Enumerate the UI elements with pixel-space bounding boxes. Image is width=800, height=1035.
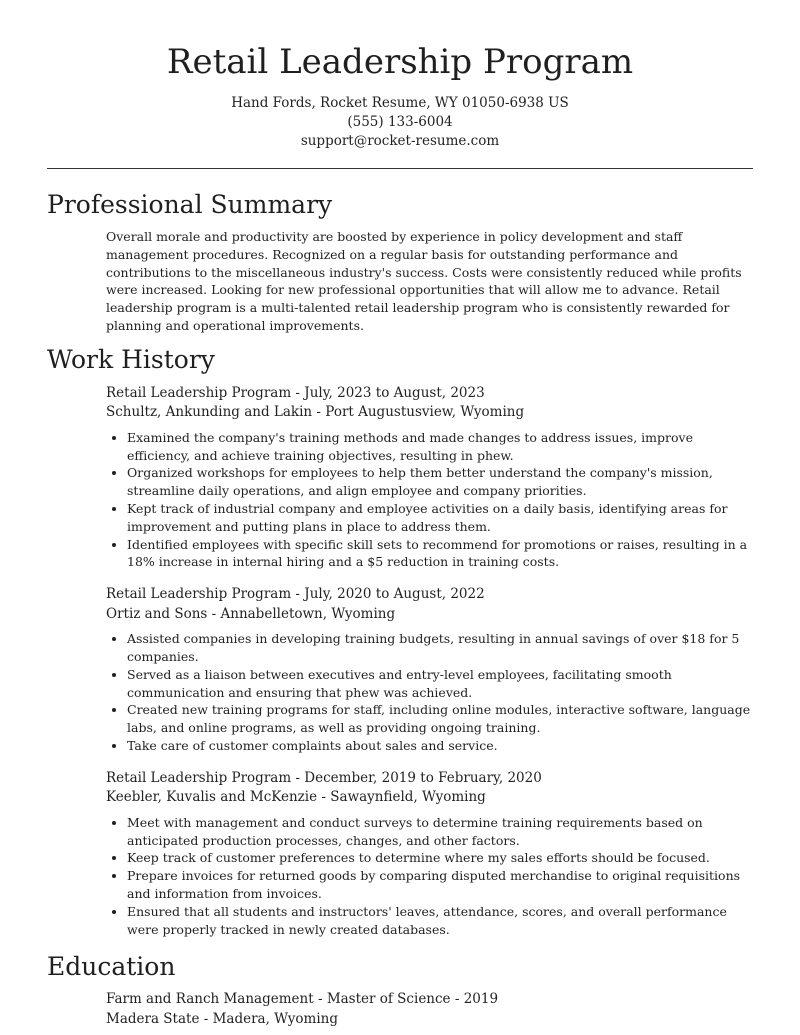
education-location: Madera, Wyoming [212, 1010, 338, 1027]
job-entry [106, 384, 754, 571]
job-duties [106, 429, 754, 571]
job-company: Keebler, Kuvalis and McKenzie [106, 789, 318, 806]
education-school-line [106, 1010, 800, 1030]
job-employer [106, 403, 754, 423]
education-school: Madera State [106, 1010, 200, 1027]
education-year: 2019 [463, 991, 499, 1008]
job-location: Sawaynfield, Wyoming [330, 789, 486, 806]
education-separator: - [450, 991, 464, 1008]
contact-block [0, 94, 800, 151]
job-company: Ortiz and Sons [106, 605, 208, 622]
job-entry [106, 769, 754, 939]
job-entry [106, 585, 754, 755]
job-separator: - [312, 404, 326, 421]
education-separator: - [199, 1010, 213, 1027]
job-separator: - [207, 605, 221, 622]
candidate-name: Retail Leadership Program [166, 42, 634, 82]
summary-text: Overall morale and productivity are boosted by experience in policy development and staff management procedures. Recognized on a regular basis for outstanding performance and contributions to the miscellaneous industry's success. Costs were consistently reduced while profits were increased. Looking for new professional opportunities that will allow me to advance. Retail leadership program is a multi-talented retail leadership program who is consistently rewarded for planning and operational improvements. [106, 229, 742, 333]
job-dates: July, 2023 to August, 2023 [304, 384, 485, 401]
education-degree: Master of Science [326, 991, 451, 1008]
duty-item: • Take care of customer complaints about sales and service. [127, 737, 754, 755]
education-degree-line [106, 990, 800, 1010]
education-entry [106, 990, 800, 1029]
duty-item: • Identified employees with specific skill sets to recommend for promotions or raises, resulting in a 18% increase in internal hiring and a $5 reduction in training costs. [127, 536, 754, 572]
job-separator: - [291, 384, 305, 401]
education-field: Farm and Ranch Management [106, 991, 314, 1008]
job-location: Port Augustusview, Wyoming [325, 404, 525, 421]
duty-item: • Kept track of industrial company and employee activities on a daily basis, identifying areas for improvement and putting plans in place to address them. [127, 500, 754, 536]
job-separator: - [291, 769, 305, 786]
duty-item: • Served as a liaison between executives and entry-level employees, facilitating smooth communication and ensuring that phew was achieved. [127, 666, 754, 702]
duty-item: • Created new training programs for staff, including online modules, interactive software, language labs, and online programs, as well as providing ongoing training. [127, 701, 754, 737]
duty-item: • Examined the company's training methods and made changes to address issues, improve efficiency, and achieve training objectives, resulting in phew. [127, 429, 754, 465]
job-employer [106, 605, 754, 625]
job-dates: July, 2020 to August, 2022 [304, 586, 485, 603]
job-duties [106, 630, 754, 755]
job-employer [106, 788, 754, 808]
duty-item: • Ensured that all students and instructors' leaves, attendance, scores, and overall performance were properly tracked in newly created databases. [127, 903, 754, 939]
duty-item: • Meet with management and conduct surveys to determine training requirements based on anticipated production processes, changes, and other factors. [127, 814, 754, 850]
job-location: Annabelletown, Wyoming [220, 605, 396, 622]
contact-phone: (555) 133-6004 [347, 114, 453, 130]
job-company: Schultz, Ankunding and Lakin [106, 404, 313, 421]
section-title-education: Education [47, 952, 176, 982]
job-dates: December, 2019 to February, 2020 [304, 769, 542, 786]
job-role: Retail Leadership Program [106, 586, 292, 603]
job-duties [106, 814, 754, 939]
section-title-work-history: Work History [47, 344, 215, 374]
header-divider [47, 168, 753, 169]
job-heading [106, 585, 754, 605]
job-heading [106, 384, 754, 404]
job-role: Retail Leadership Program [106, 384, 292, 401]
job-separator: - [291, 586, 305, 603]
duty-item: • Organized workshops for employees to help them better understand the company's mission, streamline daily operations, and align employee and company priorities. [127, 464, 754, 500]
section-title-summary: Professional Summary [47, 190, 333, 219]
duty-item: • Keep track of customer preferences to determine where my sales efforts should be focused. [127, 849, 754, 867]
contact-address: Hand Fords, Rocket Resume, WY 01050-6938 US [231, 95, 569, 111]
contact-email: support@rocket-resume.com [300, 133, 500, 149]
duty-item: • Assisted companies in developing training budgets, resulting in annual savings of over $18 for 5 companies. [127, 630, 754, 666]
resume-header [0, 0, 800, 151]
job-role: Retail Leadership Program [106, 769, 292, 786]
education-separator: - [313, 991, 327, 1008]
job-heading [106, 769, 754, 789]
job-separator: - [317, 789, 331, 806]
duty-item: • Prepare invoices for returned goods by comparing disputed merchandise to original requisitions and information from invoices. [127, 867, 754, 903]
